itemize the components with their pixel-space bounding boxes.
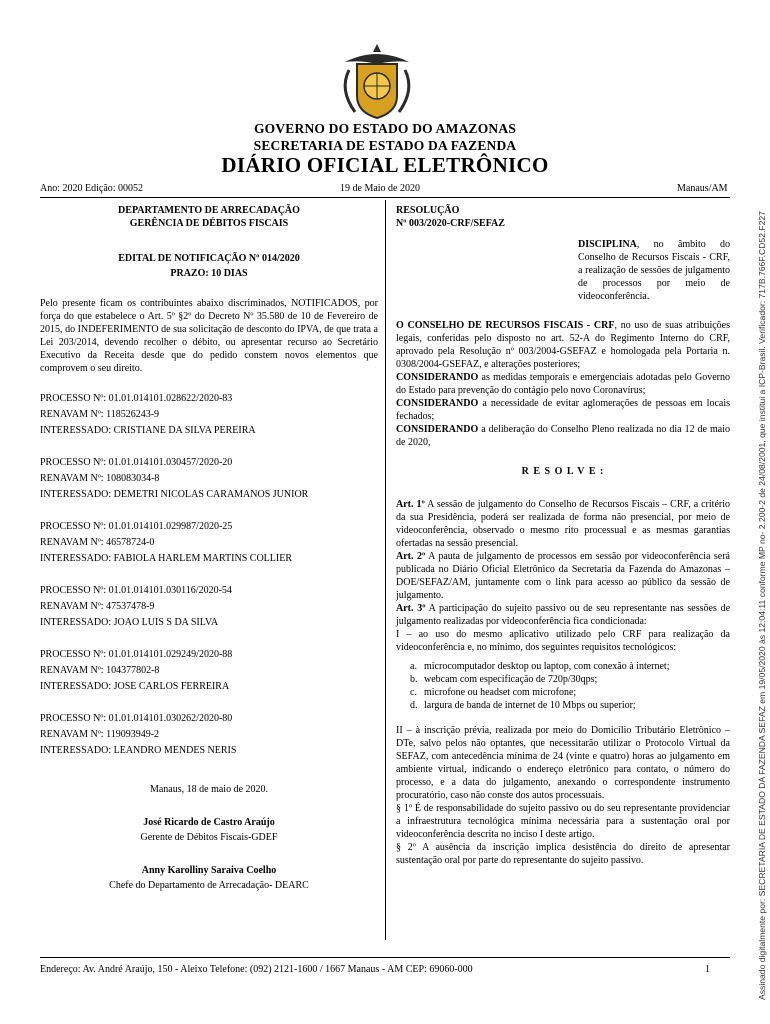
footer-rule [40,957,730,958]
header-government: GOVERNO DO ESTADO DO AMAZONAS [253,121,517,136]
paragraph-2: § 2º A ausência da inscrição implica desistência do direito de apresentar sustentação oral por parte do representante do sujeito passivo. [396,842,730,866]
resolve-heading: R E S O L V E : [521,466,605,477]
article-3 [396,602,730,628]
considering-label: CONSIDERANDO [396,398,479,409]
preamble [396,319,730,371]
resolution-title: RESOLUÇÃO [396,205,460,216]
process-block [40,647,378,695]
digital-signature-note: Assinado digitalmente por: SECRETARIA DE ESTADO DA FAZENDA SEFAZ em 19/05/2020 às 12:04:11 conforme MP no- 2.200-2 de 24/08/2001, que institui a ICP-Brasil. Verificador: 717B.766F.CD52.F227 [757,211,767,1000]
signatory-role: Gerente de Débitos Fiscais-GDEF [140,832,278,843]
article-text: A sessão de julgamento do Conselho de Recursos Fiscais – CRF, a critério da sua Presidência, poderá ser realizada de forma não presencial, por meio de videoconferência, observado o mesmo rito processual e as mesmas garantias ofertadas na sessão presencial. [396,499,730,549]
council-name: O CONSELHO DE RECURSOS FISCAIS - CRF [396,320,615,331]
place-date: Manaus, 18 de maio de 2020. [149,784,269,795]
list-text: webcam com especificação de 720p/30qps; [424,674,598,685]
issue-city: Manaus/AM [677,183,728,194]
process-number: PROCESSO Nº: 01.01.014101.030457/2020-20 [40,457,233,468]
considering-clause [396,397,730,423]
article-label: Art. 3º [396,603,426,614]
process-block [40,711,378,759]
considering-text: a necessidade de evitar aglomerações de pessoas em locais fechados; [396,398,730,422]
considering-clause [396,371,730,397]
subject-text: , no âmbito do Conselho de Recursos Fiscais - CRF, a realização de sessões de julgamento de processos por meio de videoconferência. [578,239,730,302]
year-edition: Ano: 2020 Edição: 00052 [40,183,144,194]
preamble-text: , no uso de suas atribuições legais, conferidas pelo disposto no art. 52-A do Regimento Interno do CRF, aprovado pela Resolução nº 003/2004-GSEFAZ e homologada pela Portaria n. 0308/2004-GSEFAZ, e alterações posteriores; [396,320,730,370]
process-number: PROCESSO Nº: 01.01.014101.028622/2020-83 [40,393,233,404]
notification-text: Pelo presente ficam os contribuintes abaixo discriminados, NOTIFICADOS, por força do que estabelece o Art. 5º §2º do Decreto Nº 35.580 de 10 de Fevereiro de 2015, do INDEFERIMENTO de sua solicitação de desconto do IPVA, de que trata a Lei 203/2014, devendo recolher o débito, ou apresentar recurso ao Secretário Executivo da Receita desde que do pedido constem novos elementos que comprovem o seu direito. [40,298,378,374]
interested-party: INTERESSADO: FABIOLA HARLEM MARTINS COLLIER [40,553,292,564]
issue-date: 19 de Maio de 2020 [340,183,420,194]
amazonas-coat-of-arms-icon [327,40,427,122]
interested-party: INTERESSADO: LEANDRO MENDES NERIS [40,745,237,756]
deadline: PRAZO: 10 DIAS [170,268,248,279]
list-marker: c. [410,687,417,698]
renavam-number: RENAVAM Nº: 118526243-9 [40,409,160,420]
signatory-name: Anny Karolliny Saraiva Coelho [141,865,277,876]
renavam-number: RENAVAM Nº: 108083034-8 [40,473,160,484]
list-marker: b. [410,674,418,685]
resolution-subject [578,238,730,303]
signatory-name: José Ricardo de Castro Araújo [143,817,275,828]
process-number: PROCESSO Nº: 01.01.014101.029987/2020-25 [40,521,233,532]
considering-text: a deliberação do Conselho Pleno realizada no dia 12 de maio de 2020, [396,424,730,448]
interested-party: INTERESSADO: CRISTIANE DA SILVA PEREIRA [40,425,256,436]
list-text: microfone ou headset com microfone; [424,687,577,698]
article-text: A participação do sujeito passivo ou de seu representante nas sessões de julgamento realizadas por videoconferência fica condicionada: [396,603,731,627]
list-text: microcomputador desktop ou laptop, com conexão à internet; [424,661,670,672]
interested-party: INTERESSADO: JOAO LUIS S DA SILVA [40,617,219,628]
page-number: 1 [705,964,710,975]
list-marker: d. [410,700,418,711]
left-column [40,204,378,892]
interested-party: INTERESSADO: JOSE CARLOS FERREIRA [40,681,230,692]
renavam-number: RENAVAM Nº: 119093949-2 [40,729,160,740]
article-text: A pauta de julgamento de processos em sessão por videoconferência será publicada no Diário Oficial Eletrônico da Secretaria da Fazenda do Amazonas – DOE/SEFAZ/AM, juntamente com o link para acesso ao público da sessão de julgamento. [396,551,730,601]
article-label: Art. 2º [396,551,426,562]
considering-text: as medidas temporais e emergenciais adotadas pelo Governo do Estado para prevenção do contágio pelo novo Coronavírus; [396,372,730,396]
list-text: largura de banda de internet de 10 Mbps ou superior; [424,700,636,711]
footer-address: Endereço: Av. André Araújo, 150 - Aleixo Telefone: (092) 2121-1600 / 1667 Manaus - AM CEP: 69060-000 [40,964,473,975]
article-1 [396,498,730,550]
considering-label: CONSIDERANDO [396,372,479,383]
process-block [40,391,378,439]
process-block [40,455,378,503]
article-label: Art. 1º [396,499,425,510]
process-block [40,519,378,567]
considering-label: CONSIDERANDO [396,424,479,435]
interested-party: INTERESSADO: DEMETRI NICOLAS CARAMANOS JUNIOR [40,489,309,500]
department-name: DEPARTAMENTO DE ARRECADAÇÃO [118,205,300,216]
list-marker: a. [410,661,417,672]
column-divider [385,200,386,940]
list-item [410,699,730,712]
item-ii: II – à inscrição prévia, realizada por meio do Domicílio Tributário Eletrônico – DTe, salvo pelos não optantes, que necessitarão utilizar o Protocolo Virtual da SEFAZ, com antecedência mínima de 24 (vinte e quatro) horas ao julgamento em ambiente virtual, indicando o endereço eletrônico para contato, o número do processo, e a data do julgamento, anexando o correspondente instrumento procuratório, caso não conste dos autos processuais. [396,725,730,801]
page-title: DIÁRIO OFICIAL ELETRÔNICO [221,153,549,177]
list-item [410,660,730,673]
process-number: PROCESSO Nº: 01.01.014101.029249/2020-88 [40,649,233,660]
management-name: GERÊNCIA DE DÉBITOS FISCAIS [129,218,289,229]
renavam-number: RENAVAM Nº: 47537478-9 [40,601,155,612]
considering-clause [396,423,730,449]
signatory-role: Chefe do Departamento de Arrecadação- DEARC [109,880,309,891]
right-column [396,204,730,867]
paragraph-1: § 1º É de responsabilidade do sujeito passivo ou do seu representante providenciar a infraestrutura tecnológica mínima necessária para a sustentação oral por videoconferência descrita no inciso I deste artigo. [396,803,730,840]
article-2 [396,550,730,602]
item-i: I – ao uso do mesmo aplicativo utilizado pelo CRF para realização da videoconferência e, no mínimo, dos seguintes requisitos tecnológicos: [396,629,730,653]
subject-label: DISCIPLINA [578,239,637,250]
renavam-number: RENAVAM Nº: 46578724-0 [40,537,155,548]
requirements-list [410,660,730,712]
header-secretariat: SECRETARIA DE ESTADO DA FAZENDA [253,138,517,153]
edital-title: EDITAL DE NOTIFICAÇÃO Nº 014/2020 [118,253,300,264]
resolution-number: Nº 003/2020-CRF/SEFAZ [396,218,505,229]
process-number: PROCESSO Nº: 01.01.014101.030116/2020-54 [40,585,232,596]
list-item [410,686,730,699]
header-rule [40,197,730,198]
process-block [40,583,378,631]
renavam-number: RENAVAM Nº: 104377802-8 [40,665,160,676]
list-item [410,673,730,686]
process-number: PROCESSO Nº: 01.01.014101.030262/2020-80 [40,713,233,724]
